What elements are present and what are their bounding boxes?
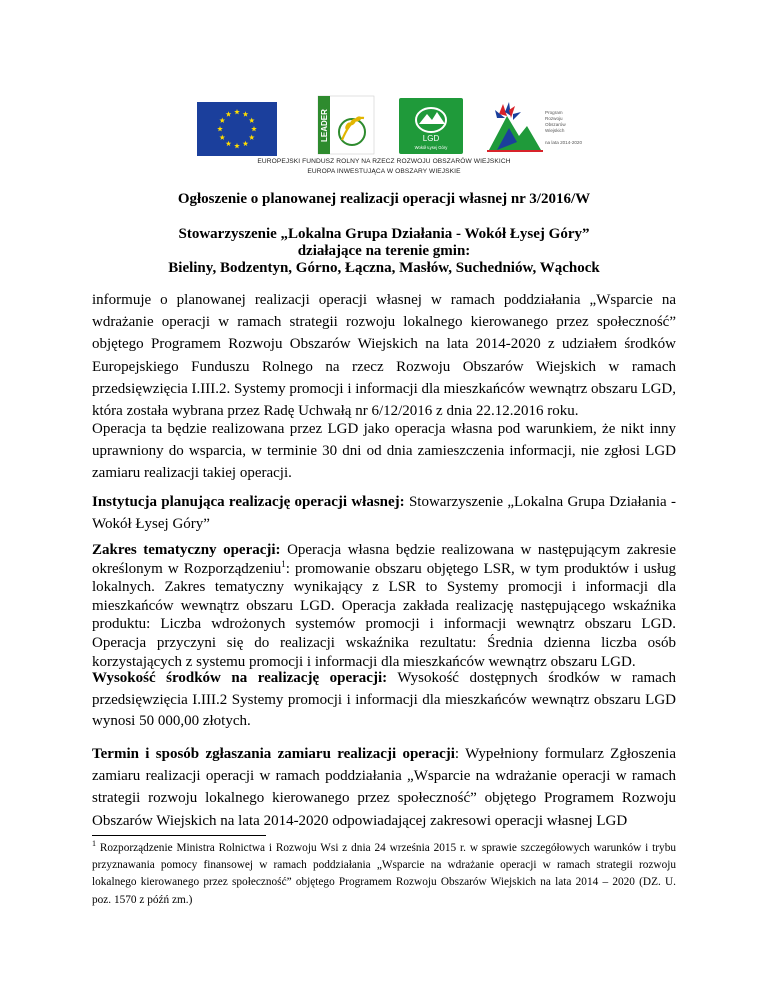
prow-line-1: Program (545, 110, 563, 115)
prow-line-3: Obszarów (545, 122, 566, 127)
paragraph-deadline (92, 743, 676, 832)
deadline-label: Termin i sposób zgłaszania zamiaru realizacji operacji (92, 746, 455, 762)
fund-caption (0, 157, 768, 177)
deadline-text: : Wypełniony formularz Zgłoszenia zamiaru realizacji operacji w ramach poddziałania „Wsparcie na wdrażanie operacji w ramach strategii rozwoju lokalnego kierowanego przez społeczność” objętego Programem Rozwoju Obszarów Wiejskich na lata 2014-2020 odpowiadającej zakresowi operacji własnej LGD (92, 746, 676, 829)
footnote (92, 840, 676, 909)
logo-bar (0, 96, 768, 156)
page-title: Ogłoszenie o planowanej realizacji operacji własnej nr 3/2016/W (177, 191, 591, 207)
prow-line-2: Rozwoju (545, 116, 563, 121)
footnote-reference[interactable]: 1 (281, 558, 286, 569)
lgd-subtext: Wokół Łysej Góry (414, 145, 448, 150)
leader-logo-icon (318, 96, 374, 154)
institution-text: Stowarzyszenie „Lokalna Grupa Działania - Wokół Łysej Góry” (92, 494, 676, 533)
paragraph-condition: Operacja ta będzie realizowana przez LGD jako operacja własna pod warunkiem, że nikt inny uprawniony do wsparcia, w terminie 30 dni od dnia zamieszczenia informacji, nie zgłosi LGD zamiaru realizacji takiej operacji. (92, 421, 676, 482)
scope-label: Zakres tematyczny operacji: (92, 542, 281, 558)
leader-text: LEADER (320, 109, 329, 142)
svg-text:Program Rozwoju (545, 110, 582, 145)
funds-label: Wysokość środków na realizację operacji: (92, 670, 388, 686)
org-area-label: działające na terenie gmin: (297, 243, 471, 259)
fund-line-1: EUROPEJSKI FUNDUSZ ROLNY NA RZECZ ROZWOJU OBSZARÓW WIEJSKICH (257, 158, 511, 165)
funds-text: Wysokość dostępnych środków w ramach przedsięwzięcia I.III.2 Systemy promocji i informacji dla mieszkańców wewnątrz obszaru LGD wynosi 50 000,00 złotych. (92, 670, 676, 729)
footnote-text: Rozporządzenie Ministra Rolnictwa i Rozwoju Wsi z dnia 24 września 2015 r. w sprawie szczegółowych warunków i trybu przyznawania pomocy finansowej w ramach poddziałania „Wsparcie na wdrażanie operacji w ramach strategii rozwoju lokalnego kierowanego przez społeczność” objętego Programem Rozwoju Obszarów Wiejskich na lata 2014 – 2020 (DZ. U. poz. 1570 z późń zm.) (92, 842, 676, 906)
paragraph-intro: informuje o planowanej realizacji operacji własnej w ramach poddziałania „Wsparcie na wdrażanie operacji w ramach strategii rozwoju lokalnego kierowanego przez społeczność” objętego Programem Rozwoju Obszarów Wiejskich na lata 2014-2020 z udziałem środków Europejskiego Funduszu Rolnego na rzecz Rozwoju Obszarów Wiejskich w ramach przedsięwzięcia I.III.2. Systemy promocji i informacji dla mieszkańców wewnątrz obszaru LGD, która została wybrana przez Radę Uchwałą nr 6/12/2016 z dnia 22.12.2016 roku. (92, 292, 676, 420)
institution-label: Instytucja planująca realizację operacji własnej: (92, 494, 405, 510)
paragraph-funds (92, 668, 676, 733)
footnote-mark: 1 (92, 839, 96, 849)
eu-flag-icon (197, 102, 277, 156)
prow-line-5: na lata 2014-2020 (545, 140, 583, 145)
paragraph-scope (92, 541, 676, 671)
scope-text-b: : promowanie obszaru objętego LSR, w tym produktów i usług lokalnych. Zakres tematyczny wynikający z LSR to Systemy promocji i informacji dla mieszkańców wewnątrz obszaru LGD. Operacja zakłada realizację następującego wskaźnika produktu: Liczba wdrożonych systemów promocji i informacji wewnątrz obszaru LGD. Operacja przyczyni się do realizacji wskaźnika rezultatu: Średnia dzienna liczba osób korzystających z systemu promocji i informacji dla mieszkańców wewnątrz obszaru LGD. (92, 560, 676, 670)
org-name: Stowarzyszenie „Lokalna Grupa Działania - Wokół Łysej Góry” (178, 226, 590, 242)
fund-line-2: EUROPA INWESTUJĄCA W OBSZARY WIEJSKIE (307, 168, 461, 175)
scope-text-a: Operacja własna będzie realizowana w następującym zakresie określonym w Rozporządzeniu (92, 542, 676, 577)
prow-logo-icon (483, 96, 583, 156)
lgd-text: LGD (422, 134, 440, 143)
lgd-logo-icon (399, 98, 463, 154)
organization-heading (0, 226, 768, 277)
paragraph-institution (92, 491, 676, 535)
prow-line-4: Wiejskich (545, 128, 565, 133)
org-municipalities: Bieliny, Bodzentyn, Górno, Łączna, Masłów, Suchedniów, Wąchock (168, 260, 600, 276)
footnote-divider (92, 835, 266, 836)
